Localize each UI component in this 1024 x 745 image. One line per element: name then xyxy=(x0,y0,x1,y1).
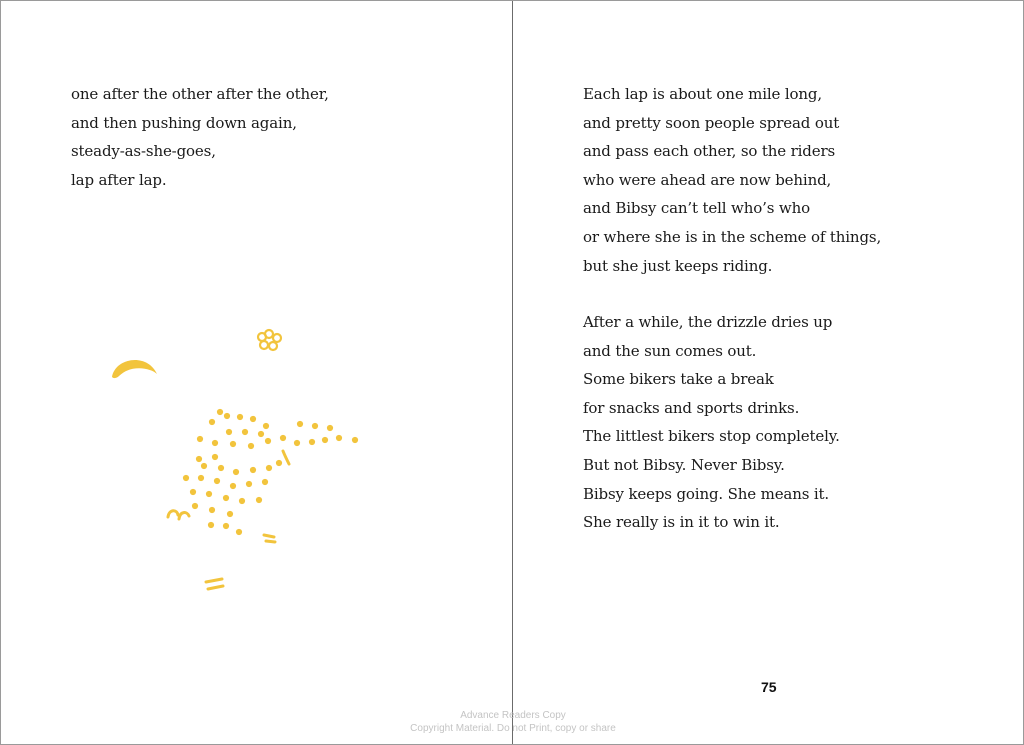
confetti-dot xyxy=(226,429,232,435)
confetti-dot xyxy=(201,463,207,469)
text-line: and pretty soon people spread out xyxy=(583,113,840,132)
dot-pattern xyxy=(183,409,358,535)
confetti-dot xyxy=(352,437,358,443)
confetti-dot xyxy=(230,483,236,489)
confetti-dot xyxy=(246,481,252,487)
confetti-illustration xyxy=(101,316,371,606)
text-line: Some bikers take a break xyxy=(583,370,774,389)
text-line: After a while, the drizzle dries up xyxy=(583,313,833,331)
right-page xyxy=(513,1,1024,745)
confetti-dot xyxy=(297,421,303,427)
confetti-dot xyxy=(224,413,230,419)
confetti-dot xyxy=(258,431,264,437)
confetti-dot xyxy=(212,440,218,446)
text-line: or where she is in the scheme of things, xyxy=(583,227,882,246)
text-line: and Bibsy can’t tell who’s who xyxy=(583,199,810,218)
confetti-dot xyxy=(227,511,233,517)
text-line: The littlest bikers stop completely. xyxy=(583,427,840,446)
text-line: Bibsy keeps going. She means it. xyxy=(583,484,830,503)
watermark-line: Copyright Material. Do not Print, copy or share xyxy=(410,723,616,734)
watermark xyxy=(363,709,663,735)
confetti-dot xyxy=(197,436,203,442)
text-line: and pass each other, so the riders xyxy=(583,142,836,161)
text-line: Each lap is about one mile long, xyxy=(583,85,822,103)
watermark-line: Advance Readers Copy xyxy=(460,710,566,721)
confetti-dot xyxy=(263,423,269,429)
right-stanza-2 xyxy=(583,308,840,537)
confetti-dot xyxy=(239,498,245,504)
confetti-dot xyxy=(206,491,212,497)
text-line: and then pushing down again, xyxy=(71,113,297,132)
stroke-marks xyxy=(168,451,289,589)
confetti-dot xyxy=(218,465,224,471)
confetti-dot xyxy=(294,440,300,446)
confetti-dot xyxy=(230,441,236,447)
flower-shape xyxy=(258,330,281,350)
confetti-dot xyxy=(233,469,239,475)
confetti-dot xyxy=(209,419,215,425)
confetti-dot xyxy=(223,495,229,501)
confetti-dot xyxy=(262,479,268,485)
confetti-dot xyxy=(217,409,223,415)
page-number: 75 xyxy=(761,679,777,695)
confetti-dot xyxy=(196,456,202,462)
confetti-dot xyxy=(198,475,204,481)
confetti-dot xyxy=(256,497,262,503)
confetti-dot xyxy=(183,475,189,481)
right-stanza-1 xyxy=(583,80,881,280)
text-line: lap after lap. xyxy=(71,170,167,189)
confetti-dot xyxy=(327,425,333,431)
text-line: but she just keeps riding. xyxy=(583,256,773,275)
confetti-dot xyxy=(248,443,254,449)
confetti-dot xyxy=(312,423,318,429)
confetti-dot xyxy=(192,503,198,509)
text-line: for snacks and sports drinks. xyxy=(583,398,800,417)
text-line: steady-as-she-goes, xyxy=(71,142,216,161)
confetti-dot xyxy=(223,523,229,529)
confetti-dot xyxy=(280,435,286,441)
confetti-dot xyxy=(322,437,328,443)
confetti-dot xyxy=(190,489,196,495)
confetti-dot xyxy=(242,429,248,435)
confetti-dot xyxy=(237,414,243,420)
confetti-dot xyxy=(336,435,342,441)
text-line: She really is in it to win it. xyxy=(583,513,780,532)
text-line: one after the other after the other, xyxy=(71,85,329,103)
left-stanza xyxy=(71,80,329,194)
text-line: and the sun comes out. xyxy=(583,341,757,360)
confetti-dot xyxy=(266,465,272,471)
confetti-dot xyxy=(250,416,256,422)
confetti-dot xyxy=(212,454,218,460)
confetti-dot xyxy=(309,439,315,445)
confetti-dot xyxy=(236,529,242,535)
left-page xyxy=(1,1,512,745)
confetti-dot xyxy=(208,522,214,528)
confetti-dot xyxy=(265,438,271,444)
text-line: who were ahead are now behind, xyxy=(583,170,832,189)
confetti-dot xyxy=(250,467,256,473)
crescent-shape xyxy=(112,360,157,378)
confetti-dot xyxy=(214,478,220,484)
text-line: But not Bibsy. Never Bibsy. xyxy=(583,455,785,474)
confetti-dot xyxy=(276,460,282,466)
confetti-dot xyxy=(209,507,215,513)
